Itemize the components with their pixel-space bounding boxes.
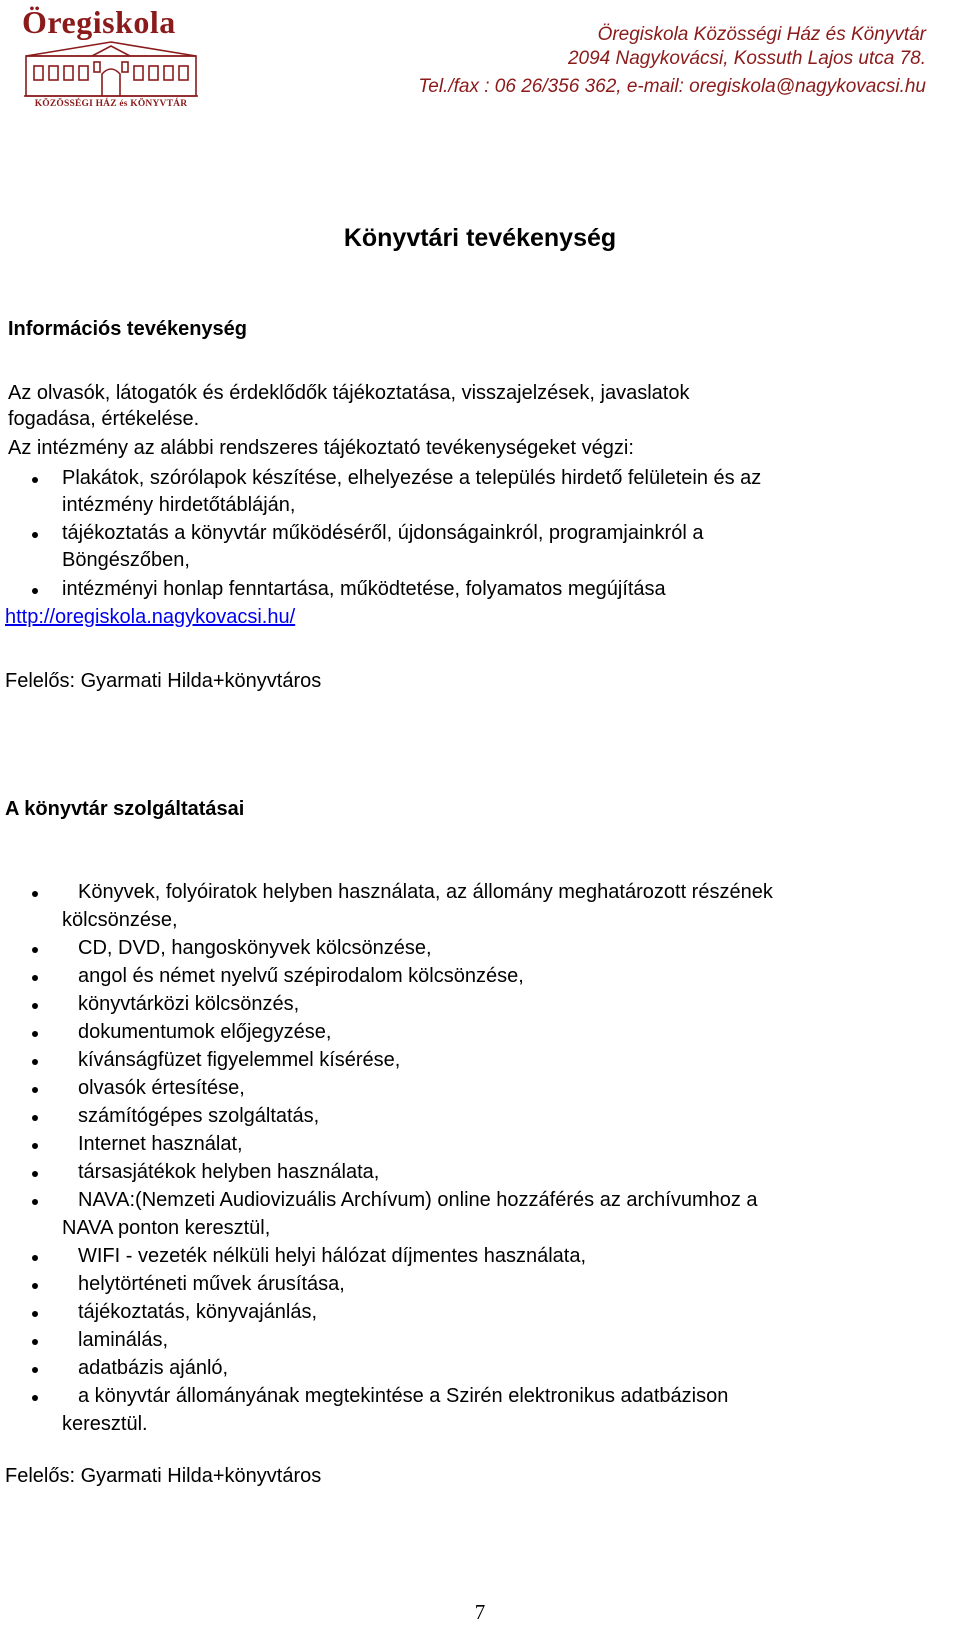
- service-item: tájékoztatás, könyvajánlás,: [78, 1301, 318, 1323]
- list-item: tájékoztatás a könyvtár működéséről, újdonságainkról, programjainkról a: [62, 522, 704, 544]
- bullet: [32, 1059, 38, 1065]
- bullet: [32, 1087, 38, 1093]
- logo: [22, 4, 200, 112]
- info-intro-line3: Az intézmény az alábbi rendszeres tájékoztató tevékenységeket végzi:: [8, 437, 634, 459]
- list-item: intézményi honlap fenntartása, működtetése, folyamatos megújítása: [62, 578, 666, 600]
- service-item-continuation: keresztül.: [62, 1413, 148, 1435]
- service-item: CD, DVD, hangoskönyvek kölcsönzése,: [78, 937, 432, 959]
- service-item: angol és német nyelvű szépirodalom kölcsönzése,: [78, 965, 524, 987]
- bullet: [32, 1311, 38, 1317]
- service-item: számítógépes szolgáltatás,: [78, 1105, 320, 1127]
- header-contact: Tel./fax : 06 26/356 362, e-mail: oregiskola@nagykovacsi.hu: [418, 76, 926, 97]
- building-icon: [22, 40, 200, 98]
- service-item: laminálás,: [78, 1329, 169, 1351]
- bullet: [32, 1199, 38, 1205]
- info-responsible: Felelős: Gyarmati Hilda+könyvtáros: [5, 670, 322, 692]
- service-item-continuation: kölcsönzése,: [62, 909, 178, 931]
- service-item: NAVA:(Nemzeti Audiovizuális Archívum) online hozzáférés az archívumhoz a: [78, 1189, 758, 1211]
- list-item-continuation: intézmény hirdetőtábláján,: [62, 494, 296, 516]
- services-responsible: Felelős: Gyarmati Hilda+könyvtáros: [5, 1465, 322, 1487]
- bullet: [32, 947, 38, 953]
- bullet: [32, 1031, 38, 1037]
- service-item: adatbázis ajánló,: [78, 1357, 229, 1379]
- bullet: [32, 1255, 38, 1261]
- service-item: társasjátékok helyben használata,: [78, 1161, 380, 1183]
- logo-subtitle: KÖZÖSSÉGI HÁZ és KÖNYVTÁR: [34, 99, 188, 109]
- bullet: [32, 1367, 38, 1373]
- bullet: [32, 1115, 38, 1121]
- bullet: [32, 532, 38, 538]
- service-item: kívánságfüzet figyelemmel kísérése,: [78, 1049, 401, 1071]
- info-intro-line1: Az olvasók, látogatók és érdeklődők tájékoztatása, visszajelzések, javaslatok: [8, 382, 690, 404]
- info-heading: Információs tevékenység: [8, 318, 247, 340]
- bullet: [32, 1283, 38, 1289]
- bullet: [32, 1395, 38, 1401]
- bullet: [32, 975, 38, 981]
- service-item: Internet használat,: [78, 1133, 243, 1155]
- service-item: dokumentumok előjegyzése,: [78, 1021, 332, 1043]
- bullet: [32, 1171, 38, 1177]
- service-item: könyvtárközi kölcsönzés,: [78, 993, 300, 1015]
- bullet: [32, 1143, 38, 1149]
- list-item: Plakátok, szórólapok készítése, elhelyezése a település hirdető felületein és az: [62, 467, 762, 489]
- bullet: [32, 588, 38, 594]
- service-item: WIFI - vezeték nélküli helyi hálózat díjmentes használata,: [78, 1245, 587, 1267]
- header-institution: Öregiskola Közösségi Ház és Könyvtár: [597, 24, 926, 45]
- page-number: 7: [474, 1600, 486, 1624]
- header-address: 2094 Nagykovácsi, Kossuth Lajos utca 78.: [567, 48, 926, 69]
- service-item: helytörténeti művek árusítása,: [78, 1273, 345, 1295]
- service-item: Könyvek, folyóiratok helyben használata, az állomány meghatározott részének: [78, 881, 773, 903]
- website-link[interactable]: http://oregiskola.nagykovacsi.hu/: [5, 606, 296, 628]
- bullet: [32, 891, 38, 897]
- service-item-continuation: NAVA ponton keresztül,: [62, 1217, 271, 1239]
- services-heading: A könyvtár szolgáltatásai: [5, 798, 245, 820]
- info-intro-line2: fogadása, értékelése.: [8, 408, 200, 430]
- page-title: Könyvtári tevékenység: [343, 224, 617, 252]
- logo-title: Öregiskola: [22, 4, 176, 40]
- bullet: [32, 1003, 38, 1009]
- bullet: [32, 477, 38, 483]
- list-item-continuation: Böngészőben,: [62, 549, 190, 571]
- bullet: [32, 1339, 38, 1345]
- service-item: olvasók értesítése,: [78, 1077, 245, 1099]
- service-item: a könyvtár állományának megtekintése a Szirén elektronikus adatbázison: [78, 1385, 729, 1407]
